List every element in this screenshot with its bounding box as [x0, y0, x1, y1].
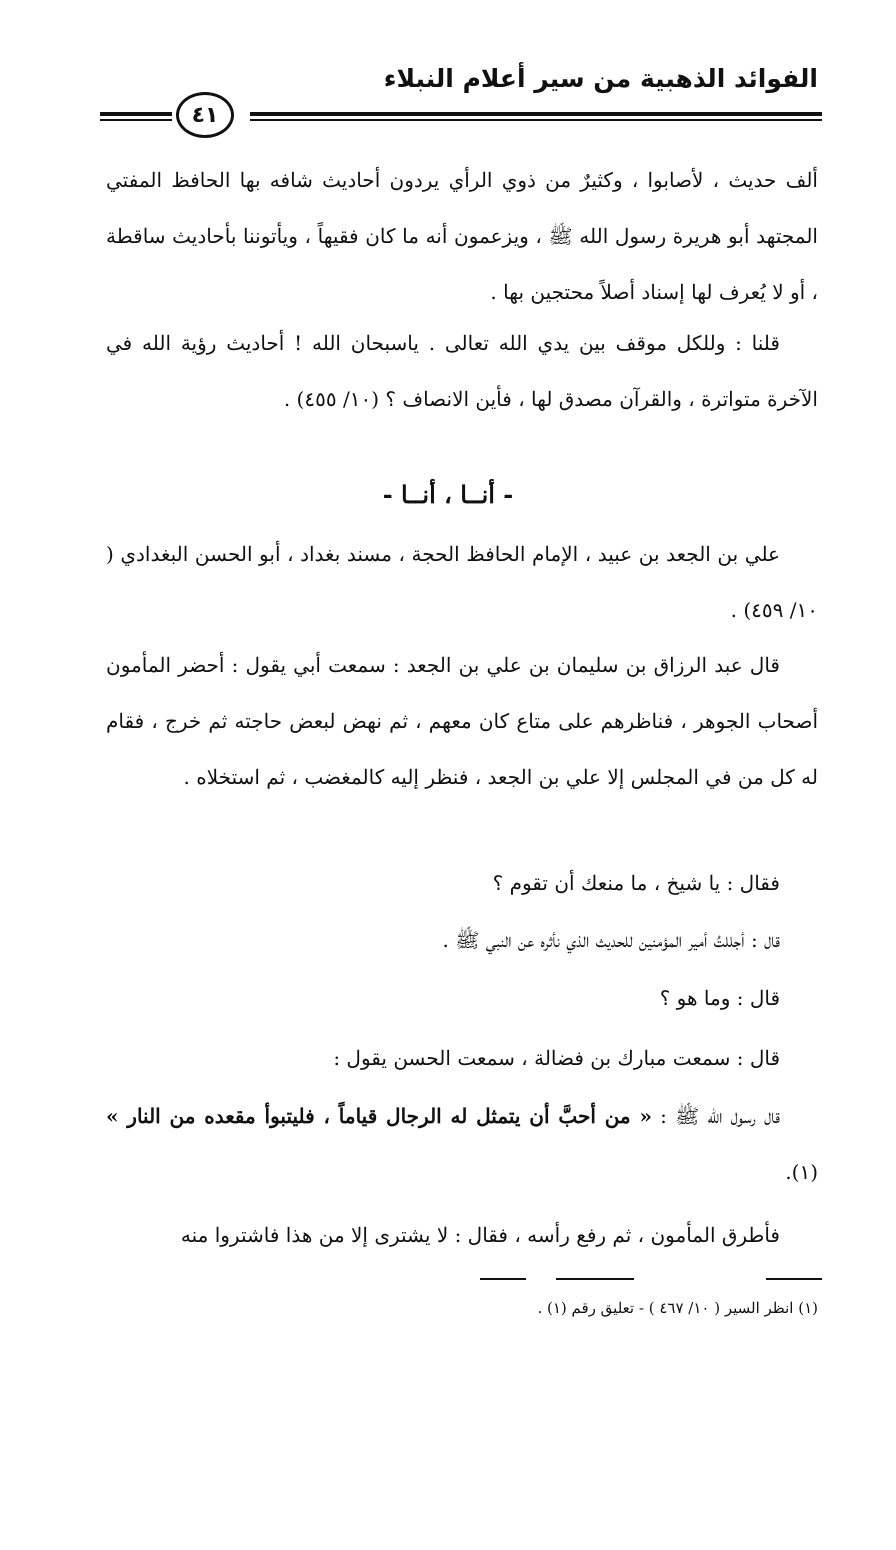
- paragraph-6-text: قال : أجللتُ أمير المؤمنين للحديث الذي نأثره عن النبي ﷺ .: [442, 928, 780, 952]
- footnote-rule-seg-3: [766, 1278, 822, 1280]
- header-rule-left-thin: [100, 119, 172, 121]
- footnote: (١) انظر السير ( ١٠/ ٤٦٧ ) - تعليق رقم (١) .: [537, 1299, 818, 1317]
- footnote-rule-seg-1: [480, 1278, 526, 1280]
- section-heading: - أنــا ، أنــا -: [382, 480, 514, 509]
- paragraph-2-text: قلنا : وللكل موقف بين يدي الله تعالى . ياسبحان الله ! أحاديث رؤية الله في الآخرة متواترة ، والقرآن مصدق لها ، فأين الانصاف ؟ (١٠/ ٤٥٥) .: [106, 331, 818, 411]
- running-title: الفوائد الذهبية من سير أعلام النبلاء: [383, 64, 818, 93]
- header-rule-left-thick: [100, 112, 172, 116]
- footnote-separator: [0, 1278, 896, 1284]
- paragraph-3: [106, 526, 818, 638]
- paragraph-8-text: قال : سمعت مبارك بن فضالة ، سمعت الحسن يقول :: [333, 1046, 780, 1070]
- paragraph-8: [106, 1030, 818, 1086]
- paragraph-10-text: فأطرق المأمون ، ثم رفع رأسه ، فقال : لا يشترى إلا من هذا فاشتروا منه: [180, 1223, 780, 1247]
- hadith-quote: « من أحبَّ أن يتمثل له الرجال قياماً ، فليتبوأ مقعده من النار »: [106, 1104, 652, 1128]
- paragraph-3-text: علي بن الجعد بن عبيد ، الإمام الحافظ الحجة ، مسند بغداد ، أبو الحسن البغدادي ( ١٠/ ٤٥٩) .: [106, 542, 818, 622]
- paragraph-6: [106, 912, 818, 968]
- paragraph-4-text: قال عبد الرزاق بن سليمان بن علي بن الجعد : سمعت أبي يقول : أحضر المأمون أصحاب الجوهر ، فناظرهم على متاع كان معهم ، ثم نهض لبعض حاجته ثم خرج ، فقام له كل من في المجلس إلا علي بن الجعد ، فنظر إليه كالمغضب ، ثم استخلاه .: [106, 653, 818, 789]
- hadith-lead: قال رسول الله ﷺ :: [660, 1104, 781, 1128]
- footnote-ref: (١).: [785, 1160, 818, 1184]
- paragraph-7-text: قال : وما هو ؟: [659, 986, 780, 1010]
- paragraph-5-text: فقال : يا شيخ ، ما منعك أن تقوم ؟: [492, 871, 780, 895]
- paragraph-9-text: [106, 1088, 818, 1200]
- header-rule-right-thin: [250, 119, 822, 121]
- header-rule-right-thick: [250, 112, 822, 116]
- paragraph-2: [106, 315, 818, 427]
- paragraph-1: [106, 152, 818, 320]
- paragraph-4: [106, 637, 818, 805]
- paragraph-1-text: ألف حديث ، لأصابوا ، وكثيرٌ من ذوي الرأي يردون أحاديث شافه بها الحافظ المفتي المجتهد أبو هريرة رسول الله ﷺ ، ويزعمون أنه ما كان فقيهاً ، ويأتوننا بأحاديث ساقطة ، أو لا يُعرف لها إسناد أصلاً محتجين بها .: [106, 168, 818, 304]
- paragraph-10: [106, 1207, 818, 1263]
- page-number: ٤١: [176, 92, 234, 138]
- paragraph-5: [106, 855, 818, 911]
- footnote-rule-seg-2: [556, 1278, 634, 1280]
- paragraph-9: [106, 1088, 818, 1200]
- paragraph-7: [106, 970, 818, 1026]
